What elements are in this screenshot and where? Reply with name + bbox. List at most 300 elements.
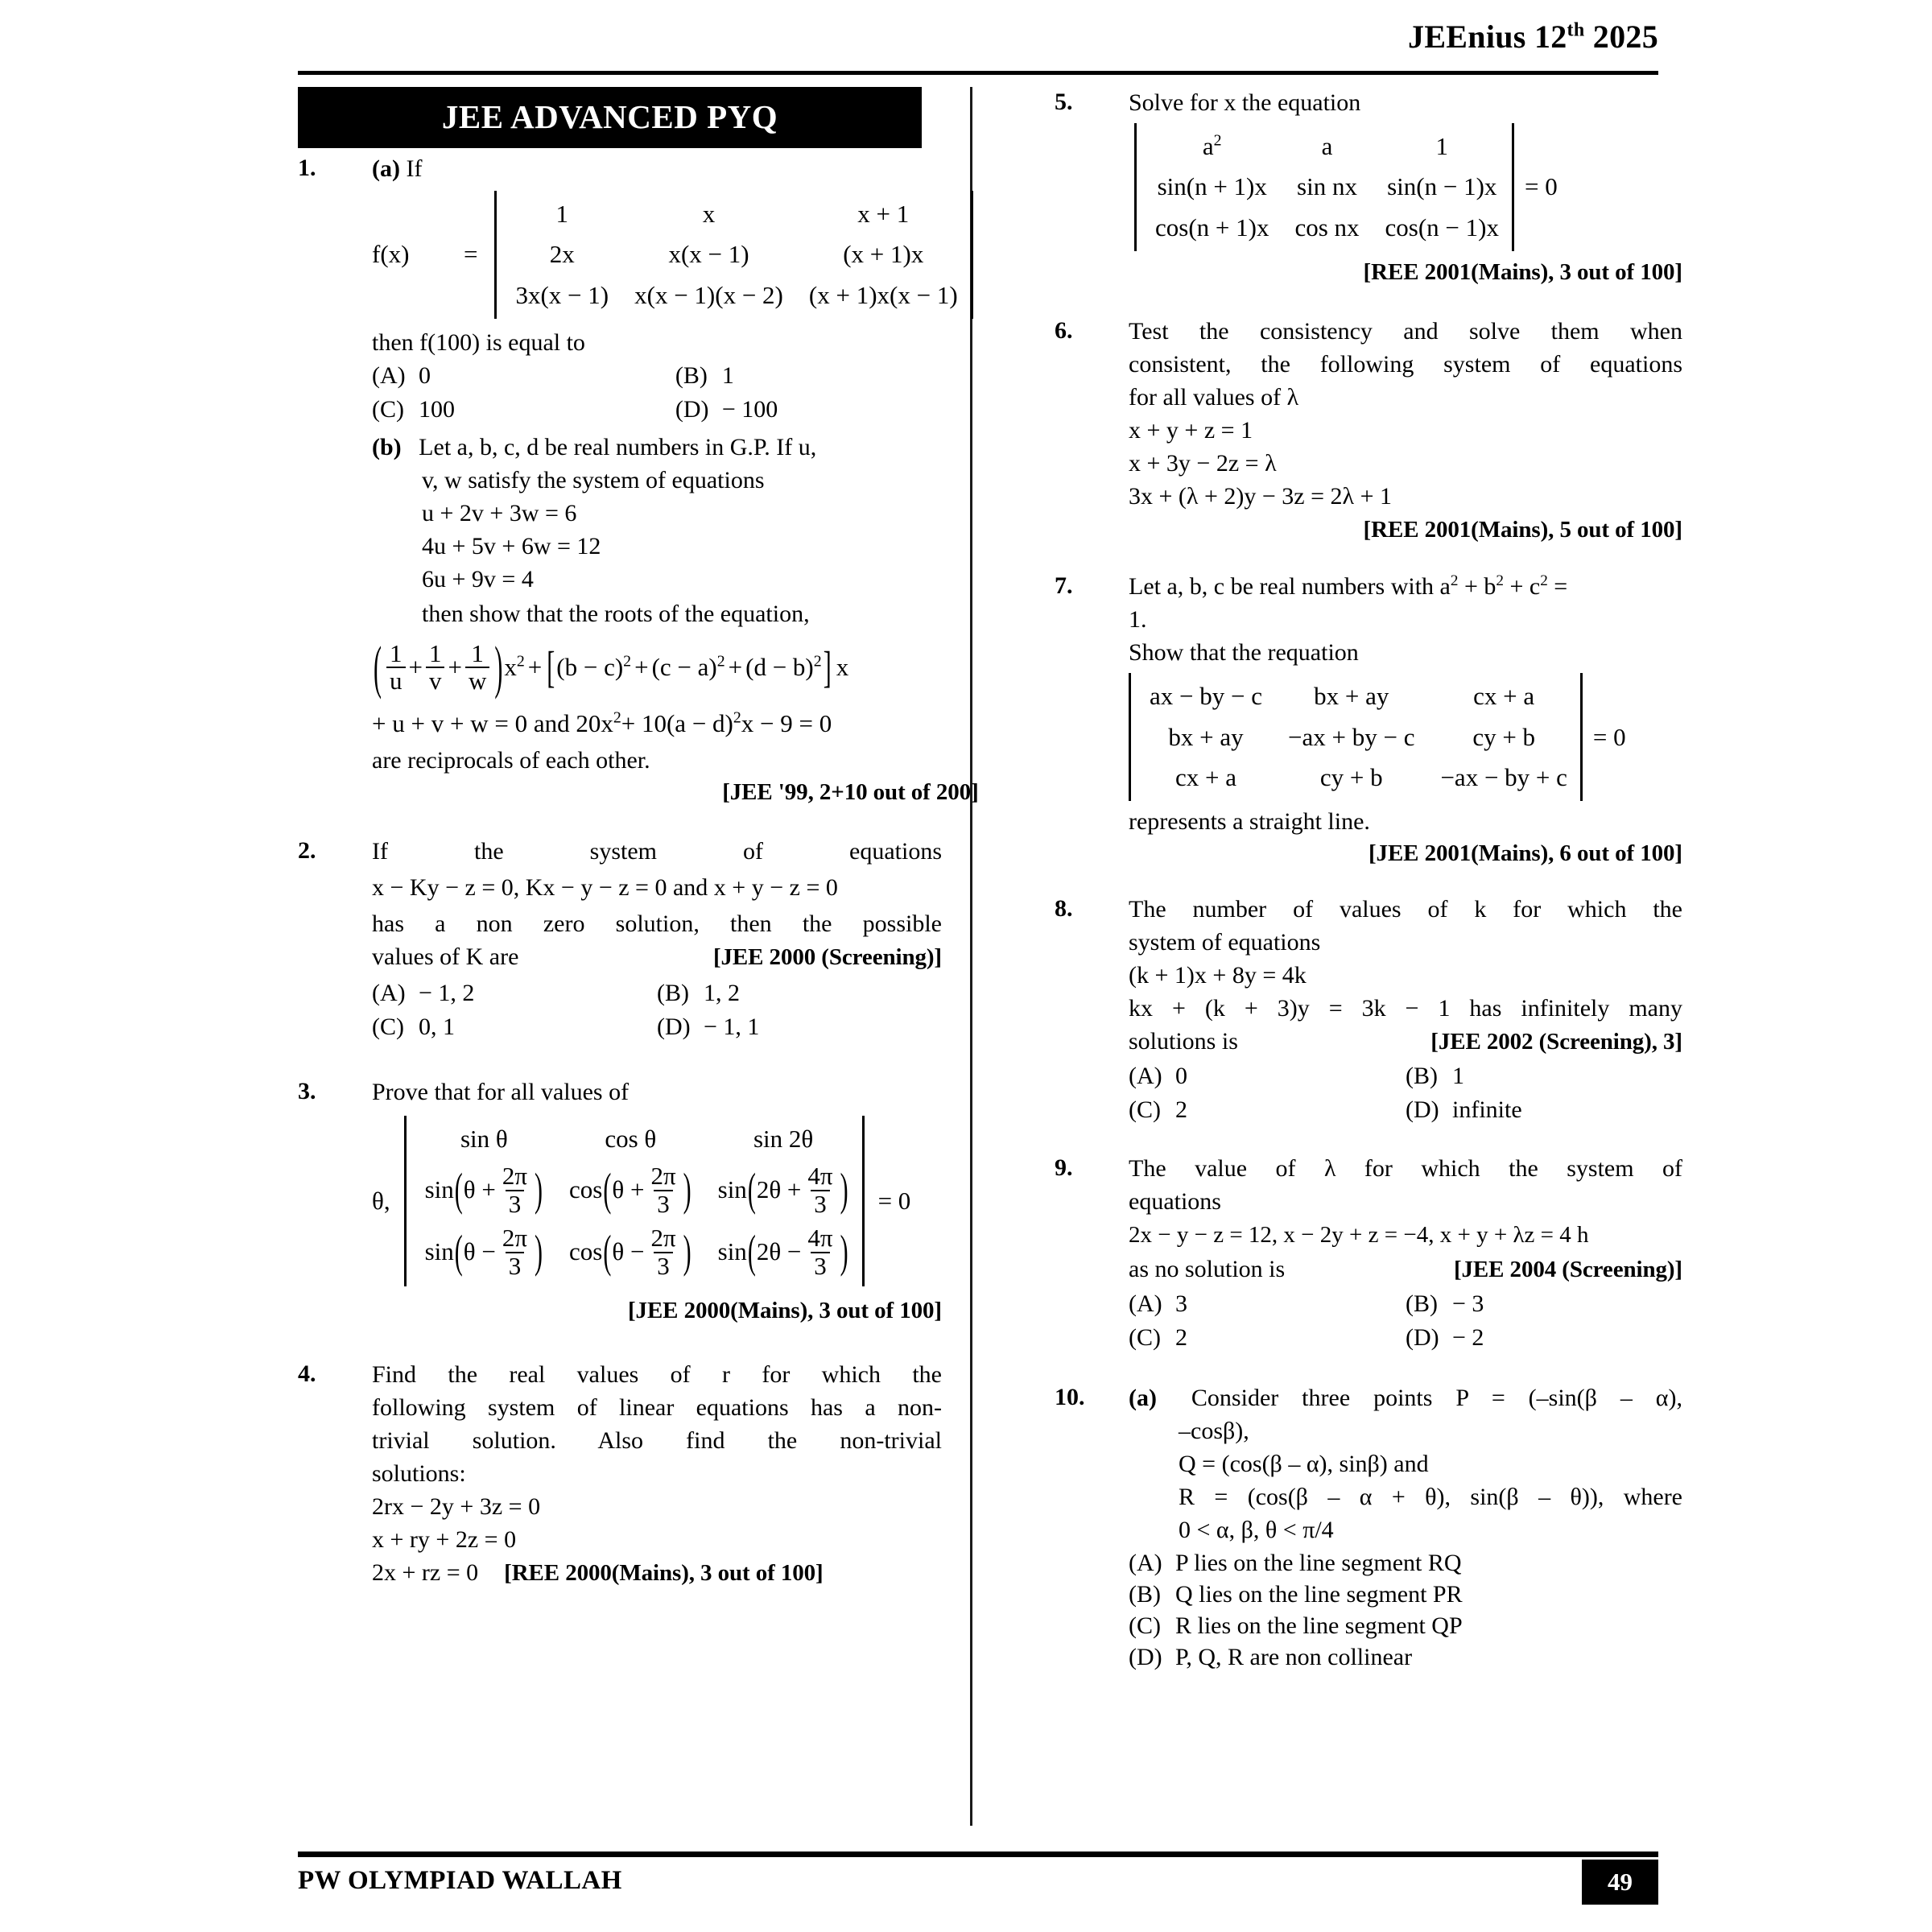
question-7-line-1-part-3: + c — [1503, 573, 1541, 601]
determinant-left-bar — [1129, 673, 1131, 801]
question-2-line-2: has a non zero solution, then the possible — [372, 910, 942, 937]
question-7-line-1-part-1: Let a, b, c be real numbers with a — [1129, 573, 1451, 601]
trig-fn: sin — [424, 1175, 454, 1204]
option-b-tag: (B) — [1129, 1580, 1161, 1608]
option-c[interactable] — [1129, 1322, 1406, 1353]
denominator: u — [386, 667, 406, 695]
trig-fn: cos — [569, 1237, 603, 1266]
question-9-number: 9. — [1055, 1154, 1073, 1181]
cell-r2c2 — [556, 1159, 705, 1221]
equals-zero: = 0 — [1524, 172, 1558, 201]
option-a[interactable] — [1129, 1060, 1406, 1092]
question-8-number: 8. — [1055, 894, 1073, 922]
close-bracket: ] — [823, 642, 832, 692]
numerator: 1 — [390, 638, 402, 667]
option-b-text: − 3 — [1452, 1290, 1484, 1317]
option-d-text: infinite — [1452, 1096, 1522, 1123]
option-a-text: − 1, 2 — [419, 979, 475, 1006]
question-2-body — [372, 836, 942, 1042]
option-d[interactable] — [1406, 1094, 1682, 1125]
equals-sign: = — [464, 240, 478, 269]
question-1a-then-line: then f(100) is equal to — [372, 328, 585, 356]
option-a-tag: (A) — [372, 361, 406, 389]
cell-r1c1: sin θ — [460, 1124, 508, 1153]
option-b[interactable] — [1406, 1060, 1682, 1092]
close-paren: ) — [535, 1227, 543, 1278]
determinant-7-grid — [1137, 673, 1580, 801]
option-b-tag: (B) — [675, 361, 708, 389]
numerator: 1 — [471, 638, 484, 667]
arg-text: θ + — [612, 1175, 645, 1204]
arg-text: 2θ − — [756, 1237, 802, 1266]
question-4 — [298, 1359, 942, 1591]
option-b-tag: (B) — [657, 979, 689, 1006]
option-d-tag: (D) — [657, 1013, 691, 1040]
option-b-text: 1, 2 — [704, 979, 740, 1006]
question-3-determinant-equation — [372, 1116, 942, 1286]
question-4-line-4: solutions: — [372, 1459, 466, 1487]
question-8-equation-2: kx + (k + 3)y = 3k − 1 has infinitely many — [1129, 994, 1682, 1022]
question-7-citation: [JEE 2001(Mains), 6 out of 100] — [1368, 840, 1682, 867]
fraction — [647, 1225, 679, 1279]
question-2 — [298, 836, 942, 1042]
question-5-determinant-equation — [1129, 123, 1682, 251]
question-2-number: 2. — [298, 836, 316, 864]
question-10a-line-4: R = (cos(β – α + θ), sin(β – θ)), where — [1179, 1483, 1682, 1510]
option-c[interactable] — [1129, 1094, 1406, 1125]
fraction-1-over-u — [386, 638, 406, 696]
open-paren: ( — [603, 1227, 612, 1278]
question-10a-line-3: Q = (cos(β – α), sinβ) and — [1179, 1450, 1429, 1477]
cell-r1c1 — [1190, 126, 1235, 167]
question-6-line-2: consistent, the following system of equations — [1129, 350, 1682, 378]
option-a-text: P lies on the line segment RQ — [1175, 1549, 1462, 1576]
cell-r3c2: cy + b — [1319, 762, 1383, 791]
option-d[interactable] — [1406, 1322, 1682, 1353]
equals-zero: = 0 — [1592, 722, 1626, 751]
question-9-line-3-row — [1129, 1253, 1682, 1286]
determinant-1-grid — [502, 191, 970, 319]
determinant-3-grid — [412, 1116, 862, 1286]
close-paren: ) — [683, 1165, 691, 1216]
open-paren: ( — [374, 635, 382, 700]
header-divider-rule — [298, 71, 1658, 75]
arg-text: θ − — [463, 1237, 496, 1266]
determinant-left-bar — [404, 1116, 407, 1286]
cell-r2c3: cy + b — [1472, 722, 1536, 751]
option-b[interactable] — [1406, 1288, 1682, 1319]
option-c[interactable] — [372, 394, 675, 425]
question-10 — [1055, 1382, 1682, 1673]
cell-r1c2: cos θ — [605, 1124, 657, 1153]
option-b-tag: (B) — [1406, 1062, 1438, 1089]
question-1a-determinant-equation — [372, 191, 979, 319]
question-7 — [1055, 571, 1682, 869]
trig-fn: sin — [424, 1237, 454, 1266]
question-9-line-2: equations — [1129, 1187, 1221, 1215]
bracket-term-2-text: (c − a) — [651, 653, 717, 682]
close-paren: ) — [840, 1165, 848, 1216]
header-brand-text: JEEnius 12 — [1408, 19, 1567, 55]
option-b[interactable] — [657, 977, 942, 1009]
determinant-right-bar — [862, 1116, 865, 1286]
numerator: 1 — [428, 638, 442, 667]
question-8-options — [1129, 1060, 1682, 1125]
fraction-1-over-v — [426, 638, 445, 696]
determinant-1 — [489, 191, 978, 319]
option-c-text: 100 — [419, 395, 455, 423]
option-d-tag: (D) — [1406, 1096, 1439, 1123]
cell-r3c2 — [556, 1221, 705, 1283]
option-b-text: 1 — [1452, 1062, 1464, 1089]
formula-line-2-part-2: + 10(a − d) — [621, 708, 733, 737]
question-5-line-1: Solve for x the equation — [1129, 89, 1361, 116]
question-6-number: 6. — [1055, 316, 1073, 344]
cell-r1c2: bx + ay — [1314, 682, 1389, 711]
fraction-1-over-w — [465, 638, 489, 696]
question-3-body — [372, 1076, 942, 1327]
cell-r1c3: sin 2θ — [753, 1124, 814, 1153]
question-9-line-1: The value of λ for which the system of — [1129, 1154, 1682, 1182]
question-6-equation-1: x + y + z = 1 — [1129, 416, 1253, 444]
question-1a-intro — [372, 153, 979, 184]
question-9-line-3: as no solution is — [1129, 1256, 1286, 1283]
cell-r3c2: x(x − 1)(x − 2) — [634, 280, 783, 309]
cell-r1c3: cx + a — [1473, 682, 1535, 711]
cell-r1c1-text: a — [1202, 132, 1214, 160]
question-3-number: 3. — [298, 1077, 316, 1104]
cell-r3c1 — [412, 1221, 556, 1283]
denominator: w — [465, 667, 489, 695]
question-6 — [1055, 316, 1682, 546]
arg-text: θ − — [612, 1237, 645, 1266]
option-d-text: − 100 — [721, 395, 778, 423]
question-3-line-1: Prove that for all values of — [372, 1078, 630, 1105]
question-6-body — [1129, 316, 1682, 546]
header-brand-superscript: th — [1567, 19, 1585, 41]
trig-fn: sin — [717, 1175, 747, 1204]
question-7-determinant-equation — [1129, 673, 1682, 801]
question-6-equation-3: 3x + (λ + 2)y − 3z = 2λ + 1 — [1129, 482, 1392, 510]
cell-r3c1: cx + a — [1174, 762, 1236, 791]
open-paren: ( — [454, 1165, 463, 1216]
option-c-tag: (C) — [1129, 1096, 1161, 1123]
plus-sign-3: + — [527, 653, 543, 682]
cell-r1c2: a — [1321, 132, 1333, 160]
cell-r1c2: x — [702, 200, 716, 228]
page-number-badge: 49 — [1582, 1860, 1658, 1905]
question-2-line-3: values of K are — [372, 943, 519, 970]
question-10a-line-1 — [1129, 1382, 1682, 1414]
option-b[interactable] — [675, 360, 979, 391]
fraction — [499, 1225, 530, 1279]
option-d-tag: (D) — [1406, 1323, 1439, 1351]
question-4-line-1: Find the real values of r for which the — [372, 1360, 942, 1388]
question-7-line-1-part-4: = — [1547, 573, 1568, 601]
option-d-tag: (D) — [1129, 1643, 1162, 1670]
cell-r3c1: cos(n + 1)x — [1155, 213, 1269, 242]
option-a-text: 0 — [419, 361, 431, 389]
determinant-right-bar — [1512, 123, 1514, 251]
question-2-line-3-row — [372, 941, 942, 973]
close-paren: ) — [840, 1227, 848, 1278]
option-a-text: 3 — [1175, 1290, 1187, 1317]
question-7-body — [1129, 571, 1682, 869]
option-d[interactable] — [657, 1011, 942, 1042]
option-a[interactable] — [1129, 1547, 1682, 1579]
question-1-citation: [JEE '99, 2+10 out of 200] — [722, 779, 979, 806]
cell-r2c2: −ax + by − c — [1287, 722, 1415, 751]
question-4-equation-3: 2x + rz = 0 — [372, 1558, 479, 1586]
equals-zero: = 0 — [877, 1186, 911, 1215]
left-column — [298, 87, 979, 1591]
question-6-line-3: for all values of λ — [1129, 383, 1299, 411]
question-4-line-3: trivial solution. Also find the non-trivial — [372, 1426, 942, 1454]
question-6-equation-2: x + 3y − 2z = λ — [1129, 449, 1277, 477]
plus-sign-1: + — [408, 653, 423, 682]
x-factor: x — [836, 653, 849, 682]
question-1b-equation-2: 4u + 5v + 6w = 12 — [422, 532, 601, 559]
option-a-tag: (A) — [1129, 1062, 1162, 1089]
bracket-term-1-text: (b − c) — [556, 653, 624, 682]
fraction — [499, 1163, 530, 1217]
trig-fn: cos — [569, 1175, 603, 1204]
cell-r3c1: 3x(x − 1) — [515, 280, 609, 309]
bracket-term-2: $(c - a)^2$ — [651, 652, 725, 682]
open-paren: ( — [603, 1165, 612, 1216]
arg-text: θ + — [463, 1175, 496, 1204]
option-a-tag: (A) — [372, 979, 406, 1006]
question-9-citation: [JEE 2004 (Screening)] — [1453, 1257, 1682, 1283]
determinant-7 — [1129, 673, 1588, 801]
question-7-line-3: Show that the requation — [1129, 639, 1359, 667]
denominator: 3 — [811, 1252, 830, 1280]
option-b[interactable] — [1129, 1579, 1682, 1610]
cell-r3c3 — [705, 1221, 862, 1283]
option-d-text: − 2 — [1452, 1323, 1484, 1351]
option-d[interactable] — [1129, 1641, 1682, 1673]
denominator: 3 — [654, 1190, 673, 1218]
question-9 — [1055, 1153, 1682, 1353]
question-1b-line-2: v, w satisfy the system of equations — [422, 466, 765, 493]
question-1-body — [372, 153, 979, 808]
cell-r2c3: sin(n − 1)x — [1387, 172, 1497, 201]
question-9-body — [1129, 1153, 1682, 1353]
cell-r2c2: x(x − 1) — [668, 240, 749, 269]
cell-r1c1: ax − by − c — [1150, 682, 1262, 711]
determinant-left-bar — [494, 191, 497, 319]
question-10-number: 10. — [1055, 1383, 1085, 1410]
question-9-options — [1129, 1288, 1682, 1353]
question-8 — [1055, 894, 1682, 1125]
option-a-text: 0 — [1175, 1062, 1187, 1089]
bracket-term-3: $(d - b)^2$ — [745, 652, 822, 682]
cell-r2c3: (x + 1)x — [843, 240, 924, 269]
denominator: 3 — [811, 1190, 830, 1218]
question-5-body — [1129, 87, 1682, 288]
bracket-term-3-text: (d − b) — [745, 653, 814, 682]
option-d-text: − 1, 1 — [704, 1013, 760, 1040]
open-bracket: [ — [547, 642, 555, 692]
determinant-left-bar — [1134, 123, 1137, 251]
close-paren: ) — [683, 1227, 691, 1278]
cell-r2c2: sin nx — [1297, 172, 1357, 201]
question-4-body — [372, 1359, 942, 1591]
question-1b-label: (b) — [372, 433, 402, 460]
section-banner: JEE ADVANCED PYQ — [298, 87, 922, 148]
question-1b-reciprocal-line: are reciprocals of each other. — [372, 747, 650, 774]
cell-r1c1: 1 — [555, 200, 569, 228]
cell-r2c1: bx + ay — [1168, 722, 1244, 751]
question-7-line-1 — [1129, 571, 1682, 602]
question-7-line-1-part-2: + b — [1458, 573, 1496, 601]
cell-r2c1: sin(n + 1)x — [1157, 172, 1267, 201]
plus-sign-2: + — [448, 653, 462, 682]
question-7-line-4: represents a straight line. — [1129, 808, 1370, 836]
determinant-3 — [398, 1116, 870, 1286]
option-a[interactable] — [372, 360, 675, 391]
fraction — [647, 1163, 679, 1217]
question-1b-equation-3: 6u + 9v = 4 — [422, 565, 534, 592]
numerator: 4π — [807, 1224, 833, 1253]
plus-sign-4: + — [634, 653, 649, 682]
question-9-equation-line: 2x − y − z = 12, x − 2y + z = −4, x + y + λz = 4 h — [1129, 1221, 1589, 1248]
question-1b-formula-line-1 — [372, 635, 979, 700]
question-1b-text-1: Let a, b, c, d be real numbers in G.P. If u, — [419, 433, 817, 460]
cell-r1c3: 1 — [1435, 132, 1448, 160]
cell-r3c3: −ax − by + c — [1440, 762, 1567, 791]
question-4-citation: [REE 2000(Mains), 3 out of 100] — [504, 1559, 824, 1586]
determinant-right-bar — [1580, 673, 1583, 801]
denominator: 3 — [506, 1252, 525, 1280]
exponent-c: 2 — [1540, 572, 1548, 590]
question-10a-line-5: 0 < α, β, θ < π/4 — [1179, 1516, 1334, 1543]
question-1b-line-1 — [372, 431, 979, 463]
exponent: 2 — [1213, 131, 1222, 150]
cell-r1c3: x + 1 — [857, 200, 910, 228]
right-column — [1055, 87, 1682, 1673]
option-c-text: 2 — [1175, 1096, 1187, 1123]
question-8-line-3: solutions is — [1129, 1027, 1238, 1055]
trig-fn: sin — [717, 1237, 747, 1266]
question-2-citation: [JEE 2000 (Screening)] — [712, 943, 942, 970]
theta-prefix: θ, — [372, 1186, 390, 1215]
question-8-equation-1: (k + 1)x + 8y = 4k — [1129, 961, 1307, 989]
question-4-number: 4. — [298, 1360, 316, 1387]
cell-r3c3: (x + 1)x(x − 1) — [808, 280, 958, 309]
option-c-text: 0, 1 — [419, 1013, 455, 1040]
open-paren: ( — [454, 1227, 463, 1278]
denominator: 3 — [654, 1252, 673, 1280]
question-4-line-2: following system of linear equations has a non- — [372, 1393, 942, 1421]
fraction — [804, 1225, 836, 1279]
cell-r2c1: 2x — [549, 240, 575, 269]
question-2-equation-line: x − Ky − z = 0, Kx − y − z = 0 and x + y − z = 0 — [372, 873, 838, 901]
question-1a-options — [372, 360, 979, 425]
question-3 — [298, 1076, 942, 1327]
option-a[interactable] — [372, 977, 657, 1009]
formula-line-2-part-1: + u + v + w = 0 and 20x — [372, 708, 613, 737]
numerator: 2π — [502, 1224, 528, 1253]
question-2-line-1: If the system of equations — [372, 837, 942, 865]
question-1a-intro-text: If — [406, 155, 423, 182]
question-6-line-1: Test the consistency and solve them when — [1129, 317, 1682, 345]
close-paren: ) — [494, 635, 503, 700]
question-4-equation-3-row — [372, 1557, 942, 1589]
page-header — [298, 18, 1658, 56]
exponent-a: 2 — [1450, 572, 1459, 590]
function-label: f(x) — [372, 240, 410, 269]
question-10-body — [1129, 1382, 1682, 1673]
option-d-tag: (D) — [675, 395, 709, 423]
question-8-line-1: The number of values of k for which the — [1129, 895, 1682, 923]
question-1b-then-line: then show that the roots of the equation, — [422, 600, 810, 627]
exponent-2b: 2 — [733, 708, 741, 727]
numerator: 2π — [502, 1161, 528, 1190]
question-8-citation: [JEE 2002 (Screening), 3] — [1430, 1028, 1682, 1055]
question-7-number: 7. — [1055, 572, 1073, 600]
option-c-tag: (C) — [1129, 1612, 1161, 1639]
open-paren: ( — [747, 1227, 756, 1278]
exponent-2a: 2 — [613, 708, 621, 727]
question-1-number: 1. — [298, 155, 316, 181]
plus-sign-5: + — [728, 653, 743, 682]
question-7-line-2: 1. — [1129, 606, 1147, 634]
question-2-options — [372, 977, 942, 1042]
denominator: 3 — [506, 1190, 525, 1218]
formula-line-2-part-3: x − 9 = 0 — [741, 708, 832, 737]
open-paren: ( — [747, 1165, 756, 1216]
question-5-citation: [REE 2001(Mains), 3 out of 100] — [1363, 258, 1682, 285]
numerator: 2π — [650, 1224, 676, 1253]
question-4-equation-1: 2rx − 2y + 3z = 0 — [372, 1492, 541, 1520]
option-c[interactable] — [372, 1011, 657, 1042]
option-a-tag: (A) — [1129, 1290, 1162, 1317]
option-d-text: P, Q, R are non collinear — [1175, 1643, 1413, 1670]
fraction — [804, 1163, 836, 1217]
cell-r2c1 — [412, 1159, 556, 1221]
option-c-tag: (C) — [372, 395, 404, 423]
determinant-right-bar — [971, 191, 973, 319]
determinant-5 — [1129, 123, 1520, 251]
option-a-tag: (A) — [1129, 1549, 1162, 1576]
question-10a-text-1: Consider three points P = (–sin(β – α), — [1191, 1384, 1683, 1411]
option-c[interactable] — [1129, 1610, 1682, 1641]
question-1b-equation-1: u + 2v + 3w = 6 — [422, 499, 577, 526]
denominator: v — [426, 667, 445, 695]
question-1 — [298, 153, 979, 808]
arg-text: 2θ + — [756, 1175, 802, 1204]
header-brand-year: 2025 — [1584, 19, 1658, 55]
header-brand-title — [1408, 19, 1658, 55]
option-d[interactable] — [675, 394, 979, 425]
option-b-text: Q lies on the line segment PR — [1175, 1580, 1463, 1608]
cell-r2c3 — [705, 1159, 862, 1221]
cell-r3c3: cos(n − 1)x — [1385, 213, 1499, 242]
question-10-options — [1129, 1547, 1682, 1673]
x-squared-term: $x^2$ — [504, 652, 525, 682]
exponent-b: 2 — [1496, 572, 1504, 590]
footer-divider-rule — [298, 1852, 1658, 1857]
numerator: 2π — [650, 1161, 676, 1190]
question-1a-label: (a) — [372, 155, 400, 182]
option-b-tag: (B) — [1406, 1290, 1438, 1317]
close-paren: ) — [535, 1165, 543, 1216]
question-10a-label: (a) — [1129, 1384, 1157, 1411]
question-3-citation: [JEE 2000(Mains), 3 out of 100] — [627, 1298, 942, 1324]
option-a[interactable] — [1129, 1288, 1406, 1319]
question-8-line-3-row — [1129, 1026, 1682, 1058]
